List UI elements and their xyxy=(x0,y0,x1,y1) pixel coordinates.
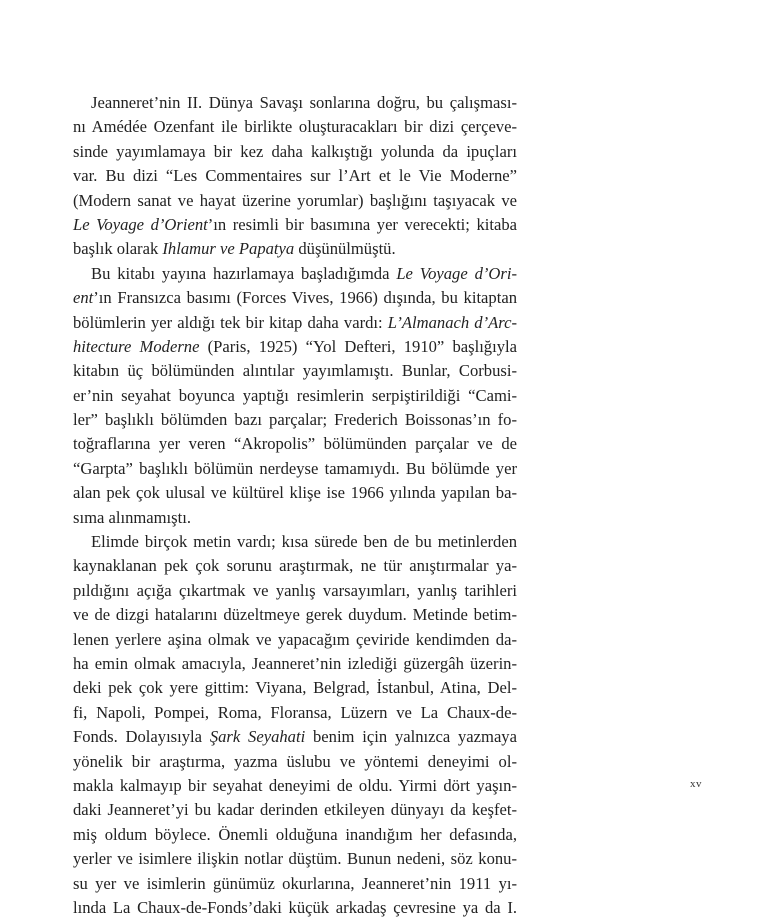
text-run: nı Amédée Ozenfant ile birlikte oluşturacakları bir dizi çerçeve- xyxy=(73,117,517,137)
text-line xyxy=(73,481,517,505)
text-run: kaynaklanan pek çok sorunu araştırmak, ne tür anıştırmalar ya- xyxy=(73,556,517,576)
page-number: xv xyxy=(690,778,702,790)
text-run: yönelik bir araştırma, yazma üslubu ve yöntemi deneyimi ol- xyxy=(73,751,517,771)
text-line xyxy=(73,140,517,164)
italic-title: Şark Seyahati xyxy=(209,727,306,747)
text-line xyxy=(73,506,517,530)
text-line xyxy=(73,237,517,261)
text-line xyxy=(73,384,517,408)
text-run: benim için yalnızca yazmaya xyxy=(305,727,517,747)
italic-title: L’Almanach d’Arc- xyxy=(387,312,517,332)
text-run: (Modern sanat ve hayat üzerine yorumlar) başlığını taşıyacak ve xyxy=(73,190,517,210)
text-run: er’nin seyahat boyunca yaptığı resimlerin serpiştirildiği “Cami- xyxy=(73,385,517,405)
text-line xyxy=(73,115,517,139)
text-run: kitabın üç bölümünden alıntılar yayımlamıştı. Bunlar, Corbusi- xyxy=(73,361,517,381)
italic-title: ent xyxy=(73,288,94,308)
text-line xyxy=(73,701,517,725)
text-run: fi, Napoli, Pompei, Roma, Floransa, Lüzern ve La Chaux-de- xyxy=(73,702,517,722)
paragraph xyxy=(73,530,517,920)
text-run: var. Bu dizi “Les Commentaires sur l’Art et le Vie Moderne” xyxy=(73,166,517,186)
text-line xyxy=(73,408,517,432)
text-line xyxy=(73,823,517,847)
text-run: (Paris, 1925) “Yol Defteri, 1910” başlığıyla xyxy=(199,336,517,356)
text-line xyxy=(73,750,517,774)
text-line xyxy=(73,262,517,286)
text-line xyxy=(73,286,517,310)
text-line xyxy=(73,91,517,115)
text-line xyxy=(73,798,517,822)
text-run: ler” başlıklı bölümden bazı parçalar; Frederich Boissonas’ın fo- xyxy=(73,410,517,430)
text-line xyxy=(73,432,517,456)
text-run: Elimde birçok metin vardı; kısa sürede ben de bu metinlerden xyxy=(91,532,517,552)
italic-title: Le Voyage d’Orient xyxy=(73,214,208,234)
text-line xyxy=(73,628,517,652)
text-line xyxy=(73,164,517,188)
text-line xyxy=(73,676,517,700)
text-line xyxy=(73,725,517,749)
text-line xyxy=(73,872,517,896)
text-run: ’ın Fransızca basımı (Forces Vives, 1966) dışında, bu kitaptan xyxy=(93,288,517,308)
text-run: ’ın resimli bir basımına yer verecekti; kitaba xyxy=(207,214,517,234)
text-run: sinde yayımlamaya bir kez daha kalkıştığı yolunda da ipuçları xyxy=(73,141,517,161)
text-run: pıldığını açığa çıkartmak ve yanlış varsayımları, yanlış tarihleri xyxy=(73,580,517,600)
text-line xyxy=(73,603,517,627)
text-run: sıma alınmamıştı. xyxy=(73,507,191,527)
text-line xyxy=(73,896,517,920)
text-line xyxy=(73,311,517,335)
italic-title: Le Voyage d’Ori- xyxy=(396,263,517,283)
text-line xyxy=(73,652,517,676)
paragraph xyxy=(73,91,517,262)
text-run: miş oldum böylece. Önemli olduğuna inandığım her defasında, xyxy=(73,824,517,844)
text-run: su yer ve isimlerin günümüz okurlarına, Jeanneret’nin 1911 yı- xyxy=(73,873,517,893)
text-run: toğraflarına yer veren “Akropolis” bölümünden parçalar ve de xyxy=(73,434,517,454)
text-run: ha emin olmak amacıyla, Jeanneret’nin izlediği güzergâh üzerin- xyxy=(73,653,517,673)
paragraph xyxy=(73,262,517,530)
text-line xyxy=(73,189,517,213)
body-text xyxy=(73,91,517,920)
italic-title: hitecture Moderne xyxy=(73,336,200,356)
text-line xyxy=(73,457,517,481)
text-run: daki Jeanneret’yi bu kadar derinden etkileyen dünyayı da keşfet- xyxy=(73,800,517,820)
text-run: alan pek çok ulusal ve kültürel klişe ise 1966 yılında yapılan ba- xyxy=(73,483,517,503)
text-run: deki pek çok yere gittim: Viyana, Belgrad, İstanbul, Atina, Del- xyxy=(73,678,517,698)
text-run: makla kalmayıp bir seyahat deneyimi de oldu. Yirmi dört yaşın- xyxy=(73,775,517,795)
text-run: ve de dizgi hatalarını düzeltmeye gerek duydum. Metinde betim- xyxy=(73,605,517,625)
text-line xyxy=(73,774,517,798)
text-line xyxy=(73,213,517,237)
text-run: yerler ve isimlere ilişkin notlar düştüm. Bunun nedeni, söz konu- xyxy=(73,849,517,869)
text-run: lenen yerlere aşina olmak ve yapacağım çeviride kendimden da- xyxy=(73,629,517,649)
text-line xyxy=(73,847,517,871)
text-run: bölümlerin yer aldığı tek bir kitap daha vardı: xyxy=(73,312,388,332)
text-line xyxy=(73,335,517,359)
text-run: lında La Chaux-de-Fonds’daki küçük arkadaş çevresine ya da I. xyxy=(73,897,517,917)
text-run: Fonds. Dolayısıyla xyxy=(73,727,210,747)
text-line xyxy=(73,579,517,603)
italic-title: Ihlamur ve Papatya xyxy=(162,239,295,259)
text-run: başlık olarak xyxy=(73,239,163,259)
text-run: “Garpta” başlıklı bölümün nerdeyse tamamıydı. Bu bölümde yer xyxy=(73,458,517,478)
text-run: düşünülmüştü. xyxy=(294,239,396,259)
text-line xyxy=(73,359,517,383)
text-run: Bu kitabı yayına hazırlamaya başladığımda xyxy=(91,263,397,283)
text-line xyxy=(73,554,517,578)
text-line xyxy=(73,530,517,554)
text-run: Jeanneret’nin II. Dünya Savaşı sonlarına doğru, bu çalışması- xyxy=(91,93,517,112)
